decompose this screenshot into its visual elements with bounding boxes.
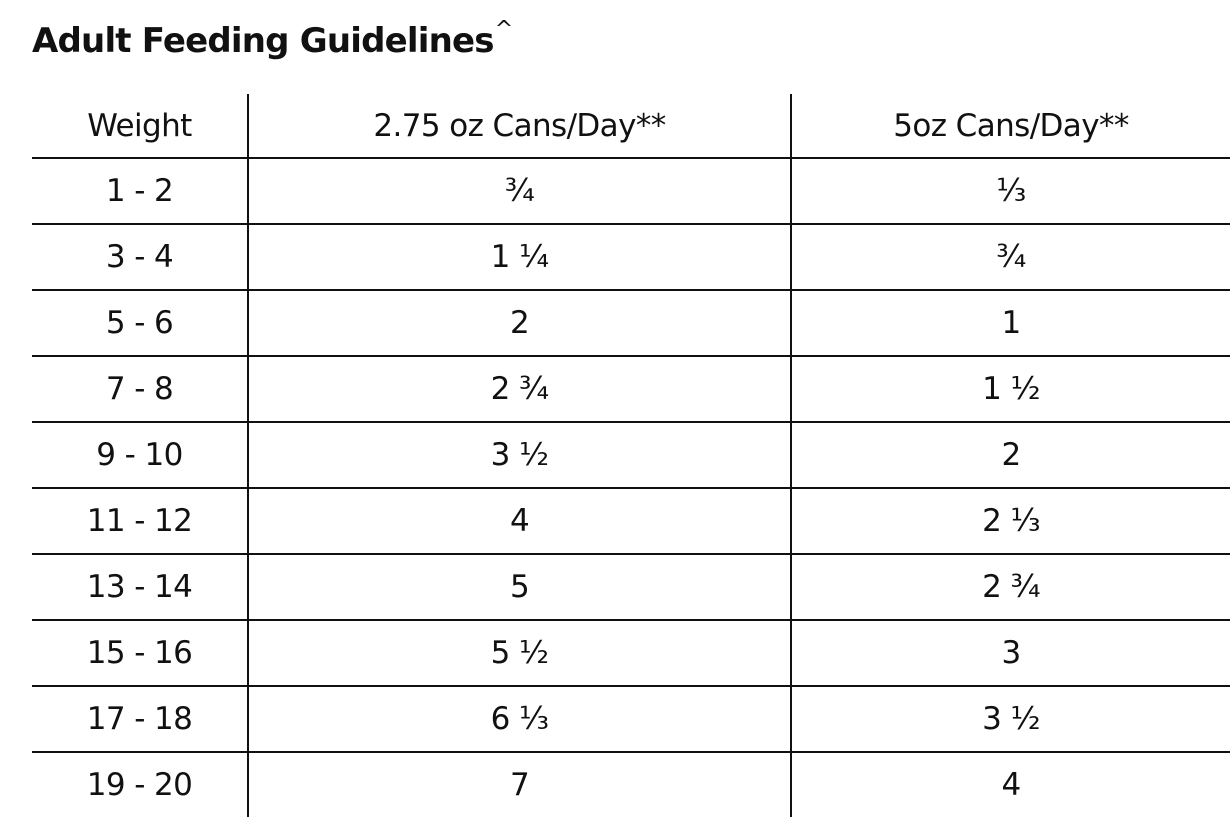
table-row <box>32 224 1230 290</box>
header-small-cans: 2.75 oz Cans/Day** <box>248 94 791 158</box>
weight-cell: 15 - 16 <box>32 620 248 686</box>
large-cans-cell: ¾ <box>791 224 1230 290</box>
table-row <box>32 554 1230 620</box>
weight-cell: 5 - 6 <box>32 290 248 356</box>
weight-cell: 19 - 20 <box>86 767 193 803</box>
small-cans-cell: 2 <box>248 290 791 356</box>
small-cans-cell: 6 ⅓ <box>248 686 791 752</box>
small-cans-cell: 4 <box>248 488 791 554</box>
large-cans-cell: 3 ½ <box>791 686 1230 752</box>
weight-cell: 9 - 10 <box>32 422 248 488</box>
large-cans-cell: 1 ½ <box>791 356 1230 422</box>
weight-cell: 13 - 14 <box>32 554 248 620</box>
weight-cell: 3 - 4 <box>32 224 248 290</box>
large-cans-cell: 4 <box>791 752 1230 817</box>
large-cans-cell: 2 ⅓ <box>791 488 1230 554</box>
table-row <box>32 752 1230 817</box>
weight-cell: 11 - 12 <box>32 488 248 554</box>
small-cans-cell: 3 ½ <box>248 422 791 488</box>
large-cans-cell: ⅓ <box>791 158 1230 224</box>
large-cans-cell: 2 ¾ <box>791 554 1230 620</box>
weight-cell: 17 - 18 <box>32 686 248 752</box>
large-cans-cell: 1 <box>791 290 1230 356</box>
feeding-guidelines-table <box>32 94 1230 817</box>
table-row <box>32 290 1230 356</box>
large-cans-cell: 2 <box>791 422 1230 488</box>
small-cans-cell: 2 ¾ <box>248 356 791 422</box>
title-superscript: ^ <box>494 17 513 42</box>
small-cans-cell: 1 ¼ <box>248 224 791 290</box>
weight-cell: 7 - 8 <box>32 356 248 422</box>
table-header-row <box>32 94 1230 158</box>
large-cans-cell: 3 <box>791 620 1230 686</box>
small-cans-cell: 5 ½ <box>248 620 791 686</box>
header-large-cans: 5oz Cans/Day** <box>791 94 1230 158</box>
table-row <box>32 488 1230 554</box>
weight-cell: 1 - 2 <box>32 158 248 224</box>
small-cans-cell: ¾ <box>248 158 791 224</box>
table-row <box>32 158 1230 224</box>
header-weight: Weight <box>32 94 248 158</box>
title-text: Adult Feeding Guidelines <box>32 21 494 61</box>
table-row <box>32 620 1230 686</box>
table-row <box>32 356 1230 422</box>
page-title <box>32 8 512 63</box>
table-row <box>32 686 1230 752</box>
table-row <box>32 422 1230 488</box>
small-cans-cell: 5 <box>248 554 791 620</box>
small-cans-cell: 7 <box>248 752 791 817</box>
